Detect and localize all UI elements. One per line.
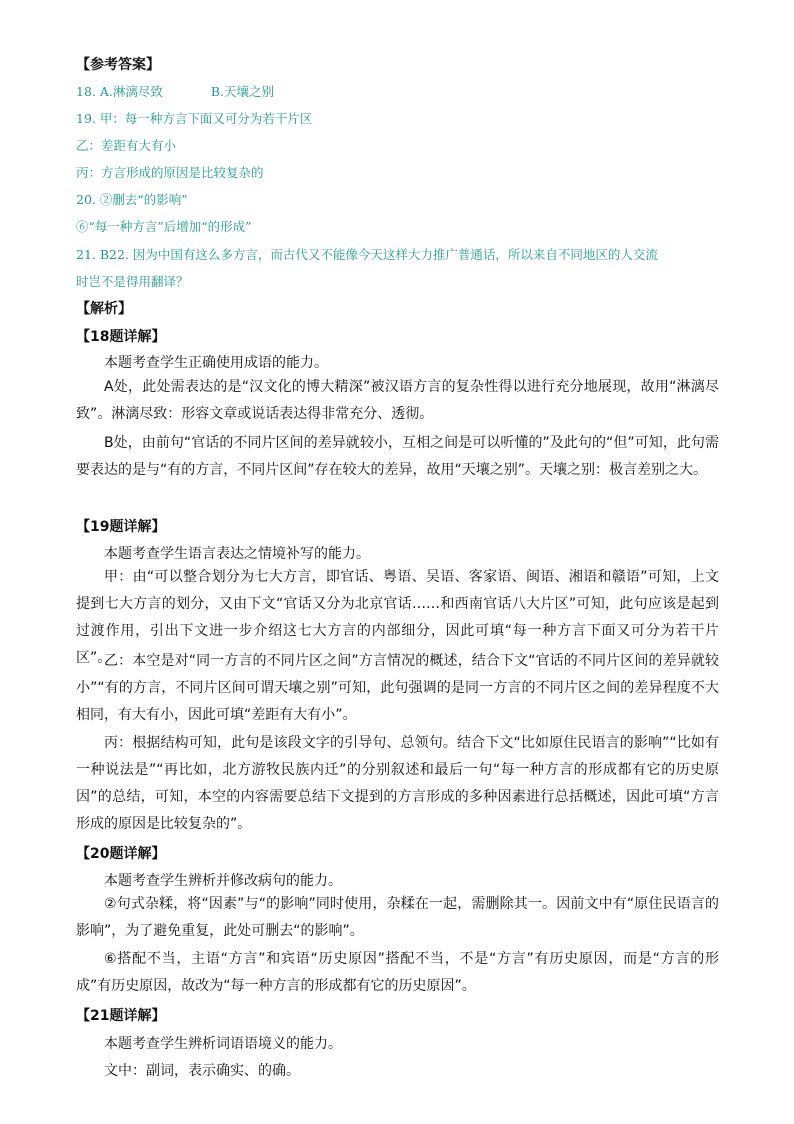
q20-intro: 本题考查学生辨析并修改病句的能力。 [104,873,342,889]
q20-paragraph-6: ⑥搭配不当，主语“方言”和宾语“历史原因”搭配不当，不是“方言”有历史原因，而是“方言的形成”有历史原因，故改为“每一种方言的形成都有它的历史原因”。 [76,951,719,994]
q21-intro: 本题考查学生辨析词语语境义的能力。 [104,1036,342,1052]
q18-paragraph-a: A处，此处需表达的是“汉文化的博大精深”被汉语方言的复杂性得以进行充分地展现，故用“淋漓尽致”。淋漓尽致：形容文章或说话表达得非常充分、透彻。 [76,379,719,422]
answer-20-b: ⑥“每一种方言”后增加“的形成” [76,219,252,234]
q19-detail-header: 【19题详解】 [76,519,166,535]
analysis-header: 【解析】 [76,301,132,317]
answer-20-a: 20. ②删去“的影响” [76,192,188,207]
answer-18 [76,82,274,100]
q19-paragraph-jia: 甲：由“可以整合划分为七大方言，即官话、粤语、吴语、客家语、闽语、湘语和赣语”可知，上文提到七大方言的划分，又由下文“官话又分为北京官话……和西南官话八大片区”可知，此句应该是起到过渡作用，引出下文进一步介绍这七大方言的内部细分，因此可填“每一种方言下面又可分为若干片区”。 [76,569,719,666]
q19-paragraph-bing: 丙：根据结构可知，此句是该段文字的引导句、总领句。结合下文“比如原住民语言的影响”“比如有一种说法是”“再比如，北方游牧民族内迁”的分别叙述和最后一句“每一种方言的形成都有它的历史原因”的总结，可知，本空的内容需要总结下文提到的方言形成的多种因素进行总括概述，因此可填“方言形成的原因是比较复杂的”。 [76,735,719,832]
q18-paragraph-b: B处，由前句“官话的不同片区间的差异就较小，互相之间是可以听懂的”及此句的“但”可知，此句需要表达的是与“有的方言，不同片区间”存在较大的差异，故用“天壤之别”。天壤之别：极言差别之大。 [76,435,719,478]
q21-detail-header: 【21题详解】 [76,1008,166,1024]
answer-19-jia: 19. 甲：每一种方言下面又可分为若干片区 [76,111,313,126]
q18-detail-header: 【18题详解】 [76,329,166,345]
reference-answer-header: 【参考答案】 [76,57,160,73]
q18-intro: 本题考查学生正确使用成语的能力。 [104,355,328,371]
answer-18-a: 18. A.淋漓尽致 [76,84,163,99]
answer-21-line2: 时岂不是得用翻译？ [76,274,189,289]
answer-18-b: B.天壤之别 [210,84,275,99]
q21-paragraph: 文中：副词，表示确实、的确。 [104,1063,300,1079]
answer-19-yi: 乙：差距有大有小 [76,138,177,153]
q19-intro: 本题考查学生语言表达之情境补写的能力。 [104,546,370,562]
answer-19-bing: 丙：方言形成的原因是比较复杂的 [76,165,264,180]
answer-21-line1: 21. B22. 因为中国有这么多方言，而古代又不能像今天这样大力推广普通话，所以来自不同地区的人交流 [76,247,658,262]
q20-paragraph-2: ②句式杂糅，将“因素”与“的影响”同时使用，杂糅在一起，需删除其一。因前文中有“原住民语言的影响”，为了避免重复，此处可删去“的影响”。 [76,896,719,939]
q20-detail-header: 【20题详解】 [76,846,166,862]
q19-paragraph-yi: 乙：本空是对“同一方言的不同片区之间”方言情况的概述，结合下文“官话的不同片区间的差异就较小”“有的方言，不同片区间可谓天壤之别”可知，此句强调的是同一方言的不同片区之间的差异程度不大相同，有大有小，因此可填“差距有大有小”。 [76,653,719,723]
